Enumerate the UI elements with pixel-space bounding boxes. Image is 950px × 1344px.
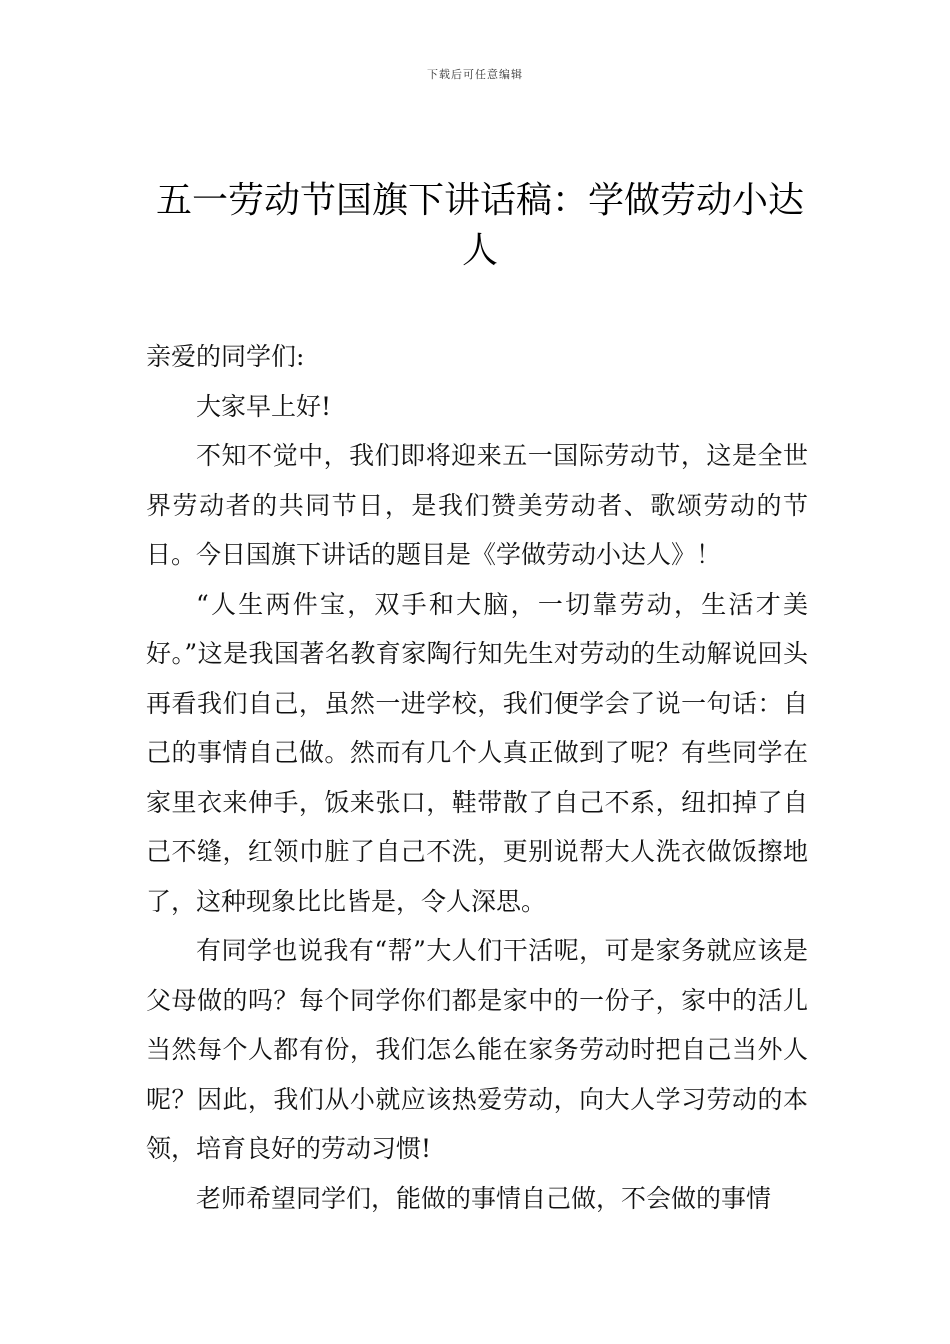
paragraph-hope: 老师希望同学们，能做的事情自己做，不会做的事情	[196, 1183, 772, 1213]
paragraph-quote: “人生两件宝，双手和大脑，一切靠劳动，生活才美好。”这是我国著名教育家陶行知先生对劳动的生动解说回头再看我们自己，虽然一进学校，我们便学会了说一句话：自己的事情自己做。然而有几个人真正做到了呢？有些同学在家里衣来伸手，饭来张口，鞋带散了自己不系，纽扣掉了自己不缝，红领巾脏了自己不洗，更别说帮大人洗衣做饭擦地了，这种现象比比皆是，令人深思。	[146, 589, 808, 916]
paragraph-intro: 不知不觉中，我们即将迎来五一国际劳动节，这是全世界劳动者的共同节日，是我们赞美劳动者、歌颂劳动的节日。今日国旗下讲话的题目是《学做劳动小达人》！	[146, 441, 808, 569]
header-note: 下载后可任意编辑	[427, 68, 523, 81]
salutation: 亲爱的同学们:	[146, 342, 305, 371]
document-title: 五一劳动节国旗下讲话稿：学做劳动小达人	[155, 180, 804, 271]
paragraph-greeting: 大家早上好!	[196, 391, 332, 421]
document-body	[146, 332, 808, 1223]
paragraph-housework: 有同学也说我有“帮”大人们干活呢，可是家务就应该是父母做的吗？每个同学你们都是家中的一份子，家中的活儿当然每个人都有份，我们怎么能在家务劳动时把自己当外人呢？因此，我们从小就应该热爱劳动，向大人学习劳动的本领，培育良好的劳动习惯!	[146, 936, 808, 1163]
